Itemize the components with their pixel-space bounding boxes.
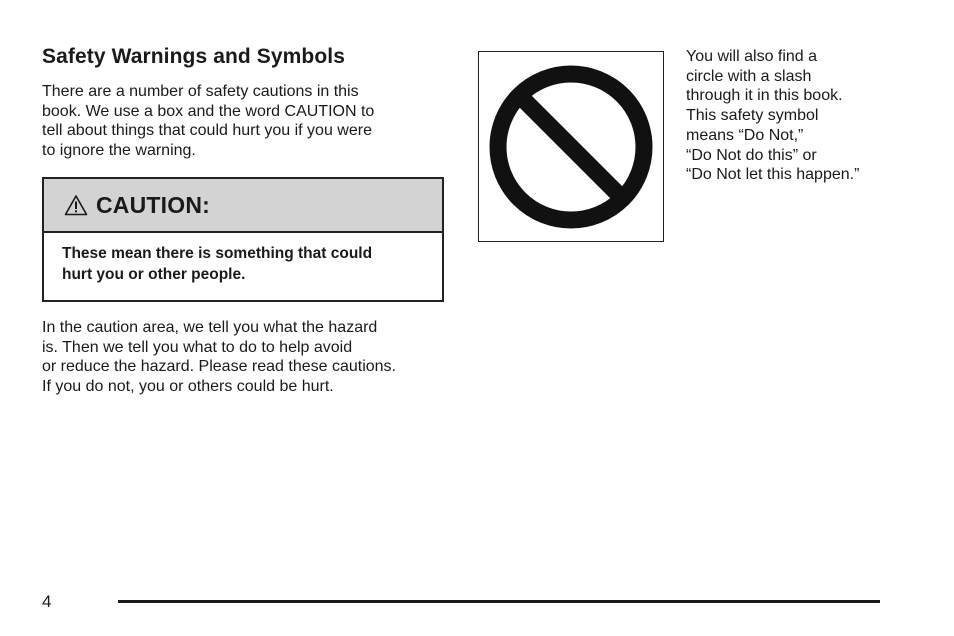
intro-paragraph xyxy=(42,82,374,161)
symbol-explanation-line: “Do Not let this happen.” xyxy=(686,166,860,184)
symbol-explanation-line: circle with a slash xyxy=(686,67,812,85)
caution-explanation-paragraph xyxy=(42,318,396,397)
caution-explanation-line: In the caution area, we tell you what the hazard xyxy=(42,319,378,336)
caution-explanation-line: or reduce the hazard. Please read these cautions. xyxy=(42,358,396,376)
intro-line: to ignore the warning. xyxy=(42,142,196,160)
section-title: Safety Warnings and Symbols xyxy=(42,45,345,68)
intro-line: There are a number of safety cautions in this xyxy=(42,83,359,100)
intro-line: book. We use a box and the word CAUTION to xyxy=(42,102,375,120)
symbol-explanation-line: through it in this book. xyxy=(686,87,843,105)
caution-body xyxy=(44,233,442,285)
prohibition-circle-icon xyxy=(487,63,655,231)
safety-symbol-frame xyxy=(478,51,664,242)
page-number: 4 xyxy=(42,592,52,611)
caution-explanation-line: is. Then we tell you what to do to help avoid xyxy=(42,338,353,356)
symbol-explanation-paragraph xyxy=(686,47,859,185)
caution-header xyxy=(44,179,442,233)
caution-explanation-line: If you do not, you or others could be hurt. xyxy=(42,378,334,396)
symbol-explanation-line: means “Do Not,” xyxy=(686,126,804,144)
symbol-explanation-line: “Do Not do this” or xyxy=(686,146,817,164)
caution-box xyxy=(42,177,444,302)
symbol-explanation-line: This safety symbol xyxy=(686,107,819,125)
symbol-explanation-line: You will also find a xyxy=(686,48,818,65)
footer-rule xyxy=(118,600,880,603)
caution-body-line: hurt you or other people. xyxy=(62,266,246,283)
warning-triangle-icon xyxy=(64,194,88,216)
caution-label: CAUTION: xyxy=(96,191,211,218)
intro-line: tell about things that could hurt you if you were xyxy=(42,122,372,140)
caution-body-line: These mean there is something that could xyxy=(62,245,373,262)
